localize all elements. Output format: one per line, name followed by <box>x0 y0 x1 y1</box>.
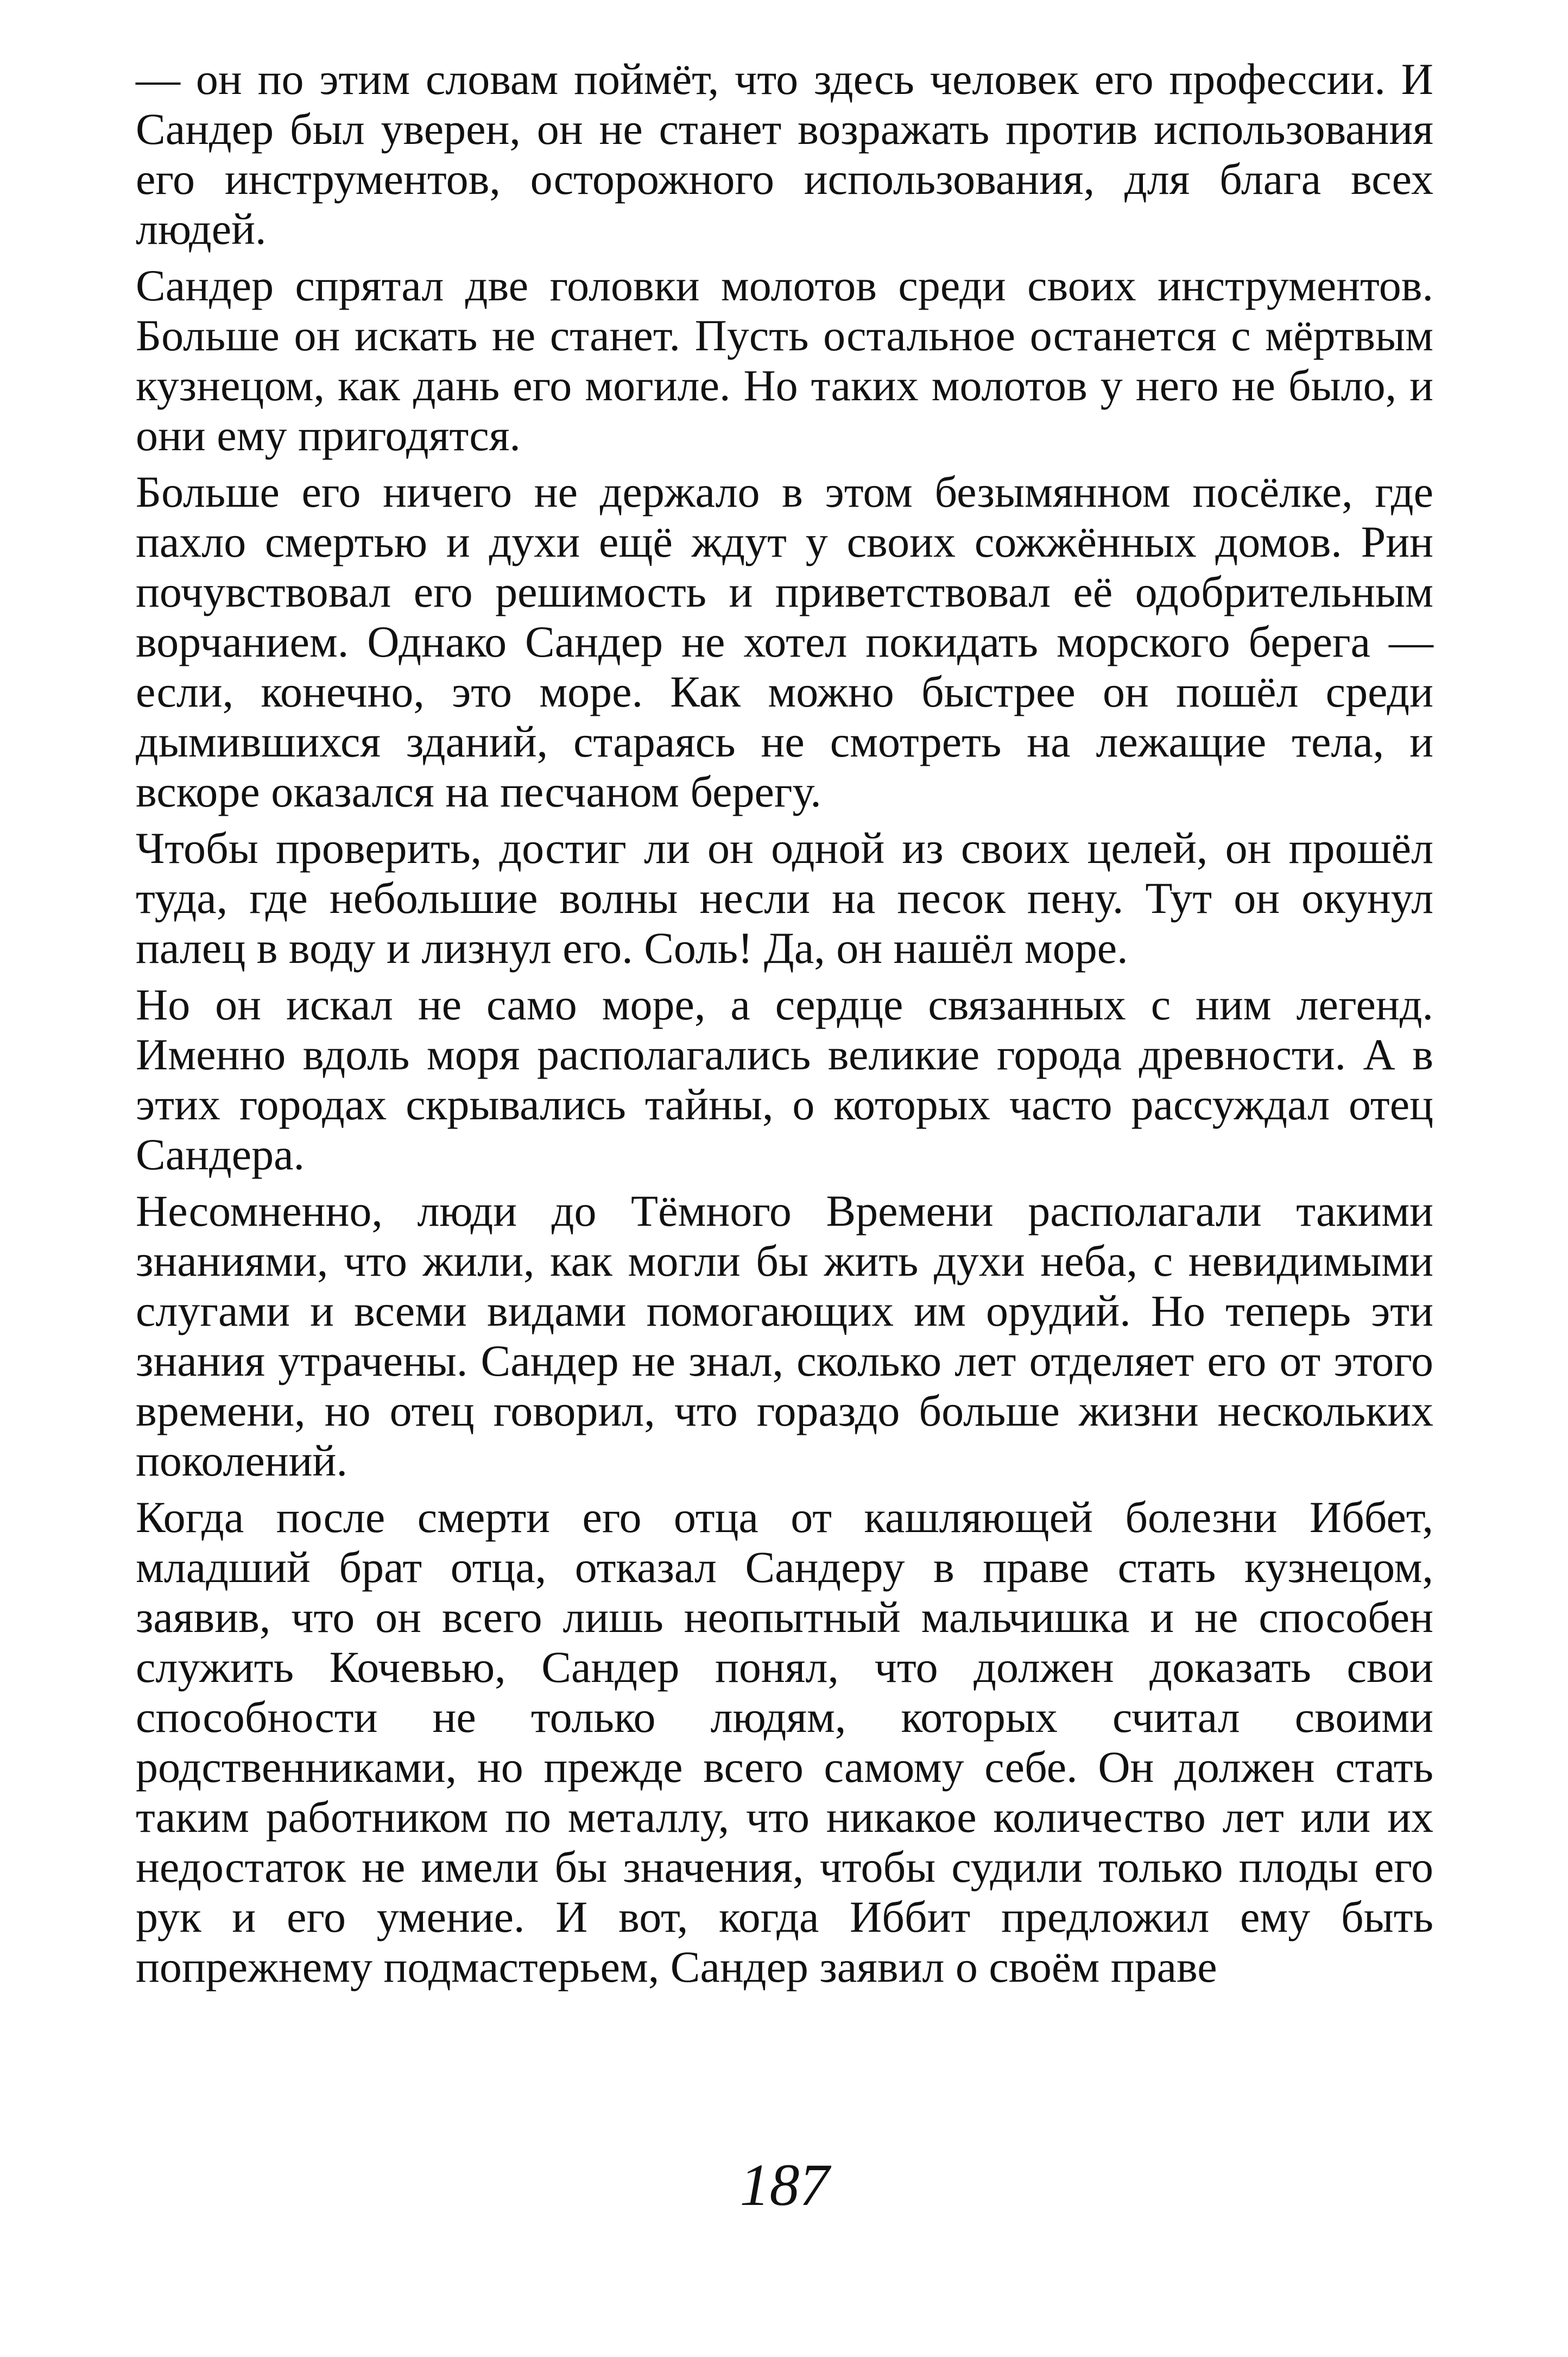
paragraph: — он по этим словам поймёт, что здесь человек его профессии. И Сандер был уверен, он не станет возражать против использования его инструментов, осторожного использования, для блага всех людей. <box>136 54 1433 254</box>
paragraph: Сандер спрятал две головки молотов среди своих инструментов. Больше он искать не станет. Пусть остальное останется с мёртвым кузнецом, как дань его могиле. Но таких молотов у него не было, и они ему пригодятся. <box>136 261 1433 460</box>
paragraph: Когда после смерти его отца от кашляющей болезни Иббет, младший брат отца, отказал Сандеру в праве стать кузнецом, заявив, что он всего лишь неопытный мальчишка и не способен служить Кочевью, Сандер понял, что должен доказать свои способности не только людям, которых считал своими родственниками, но прежде всего самому себе. Он должен стать таким работником по металлу, что никакое количество лет или их недостаток не имели бы значения, чтобы судили только плоды его рук и его умение. И вот, когда Иббит предложил ему быть попрежнему подмастерьем, Сандер заявил о своём праве <box>136 1492 1433 1992</box>
paragraph: Больше его ничего не держало в этом безымянном посёлке, где пахло смертью и духи ещё ждут у своих сожжённых домов. Рин почувствовал его решимость и приветствовал её одобрительным ворчанием. Однако Сандер не хотел покидать морского берега — если, конечно, это море. Как можно быстрее он пошёл среди дымившихся зданий, стараясь не смотреть на лежащие тела, и вскоре оказался на песчаном берегу. <box>136 467 1433 816</box>
book-page <box>136 54 1433 2303</box>
paragraph: Несомненно, люди до Тёмного Времени располагали такими знаниями, что жили, как могли бы жить духи неба, с невидимыми слугами и всеми видами помогающих им орудий. Но теперь эти знания утрачены. Сандер не знал, сколько лет отделяет его от этого времени, но отец говорил, что гораздо больше жизни нескольких поколений. <box>136 1186 1433 1485</box>
paragraph: Но он искал не само море, а сердце связанных с ним легенд. Именно вдоль моря располагались великие города древности. А в этих городах скрывались тайны, о которых часто рассуждал отец Сандера. <box>136 980 1433 1179</box>
body-text <box>136 54 1433 1992</box>
page-number: 187 <box>739 2152 830 2218</box>
paragraph: Чтобы проверить, достиг ли он одной из своих целей, он прошёл туда, где небольшие волны несли на песок пену. Тут он окунул палец в воду и лизнул его. Соль! Да, он нашёл море. <box>136 823 1433 973</box>
